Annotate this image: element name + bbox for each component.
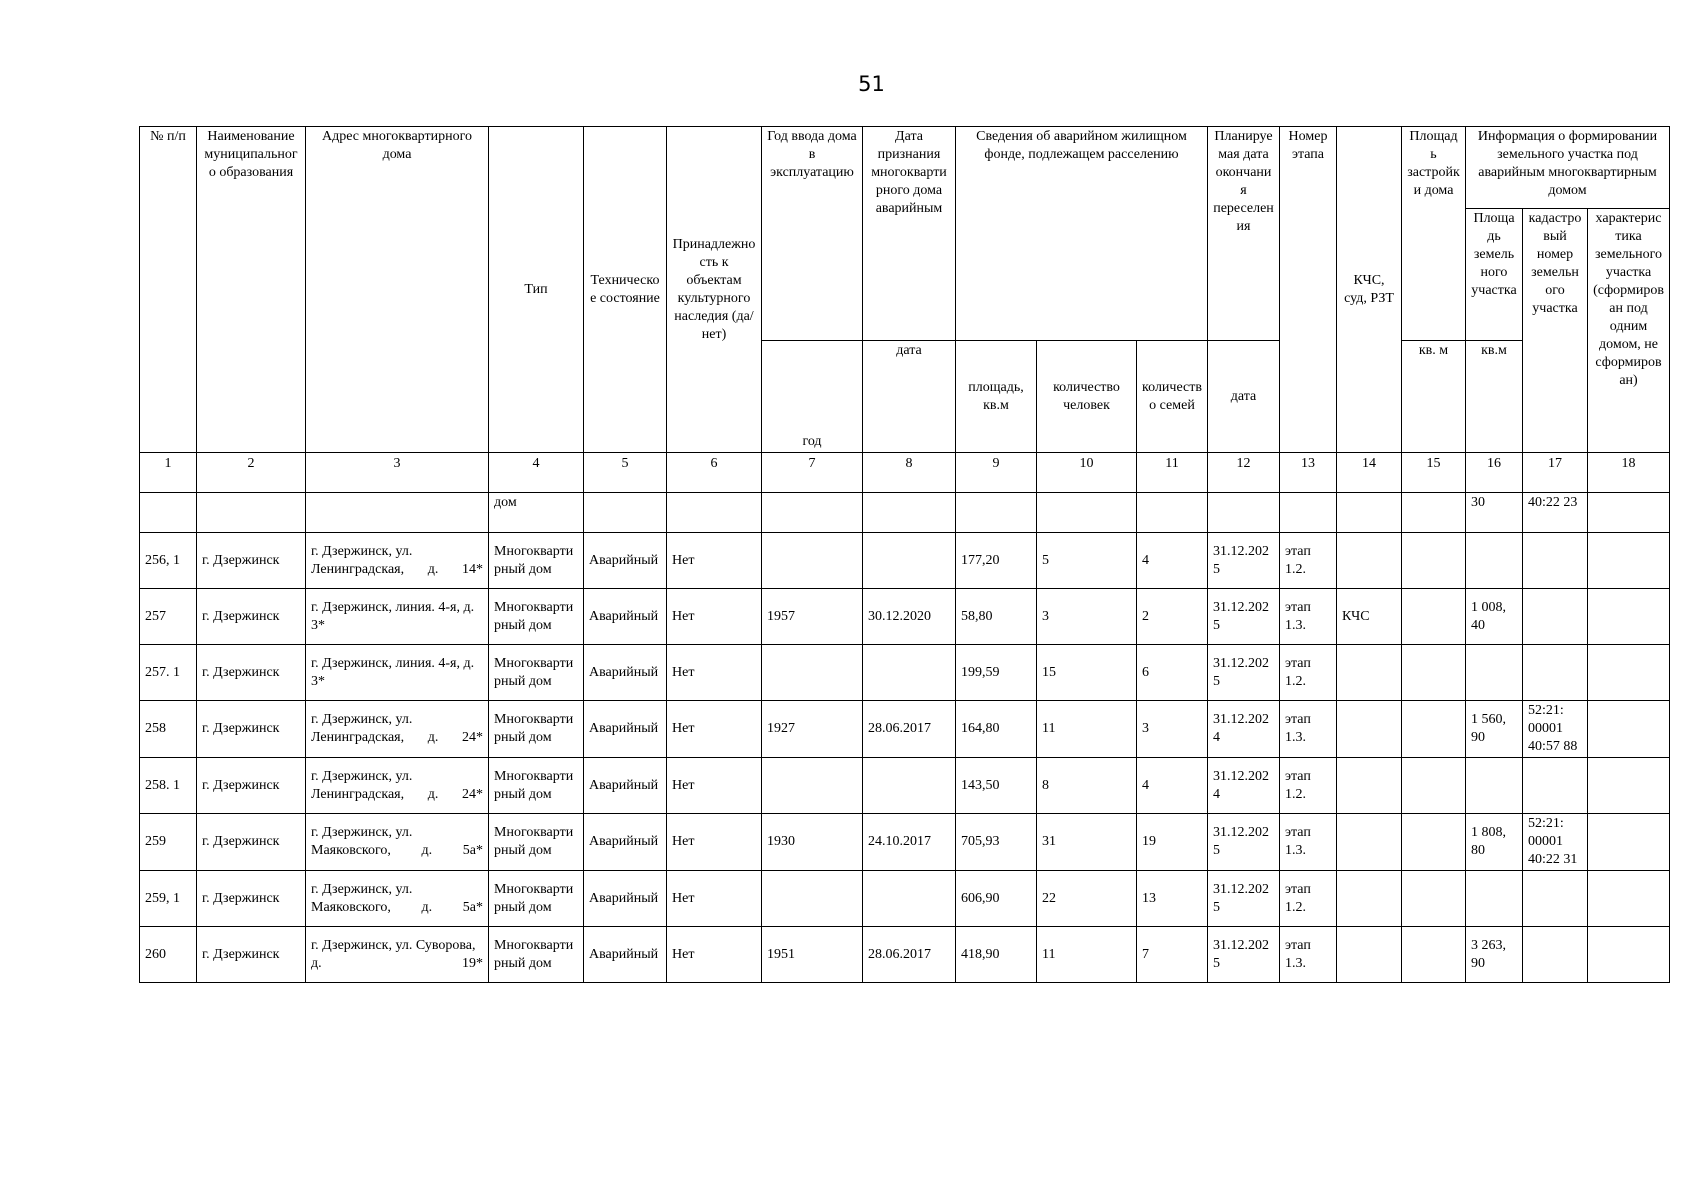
cell-heritage: Нет: [667, 533, 762, 589]
table-body: [140, 493, 1670, 983]
continuation-row: [140, 493, 1670, 533]
table-header: [140, 127, 1670, 493]
cell-technical-state: Аварийный: [584, 927, 667, 983]
cell-technical-state: Аварийный: [584, 814, 667, 871]
cell-building-area: [1402, 927, 1466, 983]
cell-commission-year: [762, 645, 863, 701]
cell-building-area: [1402, 701, 1466, 758]
cell-cadastre: [1523, 645, 1588, 701]
cell-cadastre: [1523, 927, 1588, 983]
cell-building-area: [1402, 533, 1466, 589]
cell-land-characteristic: [1588, 589, 1670, 645]
emergency-housing-table: [139, 126, 1670, 983]
cell-stage: этап 1.2.: [1280, 871, 1337, 927]
cell-emergency-date: [863, 645, 956, 701]
cell-emergency-date: 30.12.2020: [863, 589, 956, 645]
column-number: 6: [667, 453, 762, 493]
cell-building-area: [1402, 758, 1466, 814]
cell-address: г. Дзержинск, ул. Ленинградская, д. 24*: [306, 758, 489, 814]
header-emergency-date: Дата признания многоквартирного дома аварийным: [863, 127, 956, 341]
cell-heritage: Нет: [667, 758, 762, 814]
column-number: 18: [1588, 453, 1670, 493]
cell-number: 257. 1: [140, 645, 197, 701]
cell-cadastre: [1523, 758, 1588, 814]
unit-sqm-building: кв. м: [1402, 341, 1466, 453]
cell-type: Многоквартирный дом: [489, 814, 584, 871]
cell-land-area: [1466, 871, 1523, 927]
cell-families: 3: [1137, 701, 1208, 758]
table-row: [140, 927, 1670, 983]
cell-planned-date: 31.12.2025: [1208, 871, 1280, 927]
table-row: [140, 645, 1670, 701]
cell-kchs: [1337, 645, 1402, 701]
cell-stage: этап 1.3.: [1280, 589, 1337, 645]
cell-heritage: Нет: [667, 645, 762, 701]
cell-municipality: г. Дзержинск: [197, 645, 306, 701]
unit-families: количество семей: [1137, 341, 1208, 453]
cell-type: Многоквартирный дом: [489, 645, 584, 701]
cell-number: 259, 1: [140, 871, 197, 927]
cell-people: 11: [1037, 701, 1137, 758]
cell-building-area: [1402, 871, 1466, 927]
cell-land-characteristic: [1588, 701, 1670, 758]
cell-commission-year: [762, 871, 863, 927]
cell-type: дом: [489, 493, 584, 533]
cell-land-characteristic: [1588, 871, 1670, 927]
unit-area: площадь, кв.м: [956, 341, 1037, 453]
unit-year: год: [762, 341, 863, 453]
cell-cadastre: 52:21: 00001 40:57 88: [1523, 701, 1588, 758]
cell-land-area: 30: [1466, 493, 1523, 533]
cell-address: г. Дзержинск, линия. 4-я, д. 3*: [306, 645, 489, 701]
header-stage-number: Номер этапа: [1280, 127, 1337, 453]
cell-commission-year: 1951: [762, 927, 863, 983]
column-number: 2: [197, 453, 306, 493]
cell-area: 606,90: [956, 871, 1037, 927]
cell-land-area: 1 560, 90: [1466, 701, 1523, 758]
cell-kchs: [1337, 758, 1402, 814]
cell-people: 15: [1037, 645, 1137, 701]
cell-technical-state: Аварийный: [584, 589, 667, 645]
cell-people: 5: [1037, 533, 1137, 589]
cell-families: 4: [1137, 533, 1208, 589]
header-land-characteristic: характеристика земельного участка (сформирован под одним домом, не сформирован): [1588, 209, 1670, 453]
page-number: 51: [858, 72, 885, 96]
cell-area: 418,90: [956, 927, 1037, 983]
cell-kchs: [1337, 814, 1402, 871]
table-row: [140, 758, 1670, 814]
unit-planned-date: дата: [1208, 341, 1280, 453]
cell-cadastre: [1523, 871, 1588, 927]
cell-kchs: [1337, 871, 1402, 927]
cell-land-area: [1466, 533, 1523, 589]
cell-municipality: г. Дзержинск: [197, 814, 306, 871]
cell-stage: этап 1.2.: [1280, 758, 1337, 814]
header-building-area: Площадь застройки дома: [1402, 127, 1466, 341]
cell-land-characteristic: [1588, 645, 1670, 701]
column-number: 16: [1466, 453, 1523, 493]
cell-kchs: [1337, 927, 1402, 983]
table-row: [140, 589, 1670, 645]
cell-address: г. Дзержинск, линия. 4-я, д. 3*: [306, 589, 489, 645]
cell-people: 8: [1037, 758, 1137, 814]
cell-stage: этап 1.3.: [1280, 814, 1337, 871]
column-number: 3: [306, 453, 489, 493]
cell-families: 6: [1137, 645, 1208, 701]
cell-land-characteristic: [1588, 758, 1670, 814]
cell-number: 259: [140, 814, 197, 871]
unit-sqm-land: кв.м: [1466, 341, 1523, 453]
header-number: № п/п: [140, 127, 197, 453]
cell-address: г. Дзержинск, ул. Ленинградская, д. 14*: [306, 533, 489, 589]
header-technical-state: Техническое состояние: [584, 127, 667, 453]
cell-type: Многоквартирный дом: [489, 871, 584, 927]
cell-type: Многоквартирный дом: [489, 758, 584, 814]
column-number: 12: [1208, 453, 1280, 493]
column-number: 11: [1137, 453, 1208, 493]
column-number: 9: [956, 453, 1037, 493]
cell-planned-date: 31.12.2025: [1208, 927, 1280, 983]
cell-commission-year: [762, 533, 863, 589]
cell-municipality: г. Дзержинск: [197, 701, 306, 758]
cell-families: 19: [1137, 814, 1208, 871]
unit-date: дата: [863, 341, 956, 453]
cell-land-area: 1 008, 40: [1466, 589, 1523, 645]
table-row: [140, 871, 1670, 927]
cell-number: 258: [140, 701, 197, 758]
cell-land-area: [1466, 758, 1523, 814]
cell-emergency-date: [863, 533, 956, 589]
header-land-area: Площадь земельного участка: [1466, 209, 1523, 341]
cell-planned-date: 31.12.2025: [1208, 645, 1280, 701]
column-numbers-row: [140, 453, 1670, 493]
cell-commission-year: [762, 758, 863, 814]
cell-technical-state: Аварийный: [584, 533, 667, 589]
column-number: 1: [140, 453, 197, 493]
cell-building-area: [1402, 814, 1466, 871]
cell-building-area: [1402, 589, 1466, 645]
cell-area: 177,20: [956, 533, 1037, 589]
cell-building-area: [1402, 645, 1466, 701]
cell-number: 260: [140, 927, 197, 983]
cell-emergency-date: [863, 758, 956, 814]
cell-type: Многоквартирный дом: [489, 701, 584, 758]
cell-area: 143,50: [956, 758, 1037, 814]
cell-address: г. Дзержинск, ул. Ленинградская, д. 24*: [306, 701, 489, 758]
cell-address: г. Дзержинск, ул. Маяковского, д. 5а*: [306, 871, 489, 927]
cell-commission-year: 1930: [762, 814, 863, 871]
cell-planned-date: 31.12.2024: [1208, 758, 1280, 814]
cell-address: г. Дзержинск, ул. Маяковского, д. 5а*: [306, 814, 489, 871]
cell-technical-state: Аварийный: [584, 701, 667, 758]
header-housing-info-group: Сведения об аварийном жилищном фонде, подлежащем расселению: [956, 127, 1208, 341]
cell-families: 4: [1137, 758, 1208, 814]
column-number: 7: [762, 453, 863, 493]
header-land-plot-group: Информация о формировании земельного участка под аварийным многоквартирным домом: [1466, 127, 1670, 209]
cell-number: 258. 1: [140, 758, 197, 814]
cell-type: Многоквартирный дом: [489, 533, 584, 589]
table-row: [140, 814, 1670, 871]
cell-area: 705,93: [956, 814, 1037, 871]
cell-emergency-date: [863, 871, 956, 927]
cell-technical-state: Аварийный: [584, 645, 667, 701]
column-number: 4: [489, 453, 584, 493]
cell-municipality: г. Дзержинск: [197, 758, 306, 814]
column-number: 10: [1037, 453, 1137, 493]
cell-stage: этап 1.3.: [1280, 701, 1337, 758]
cell-municipality: г. Дзержинск: [197, 533, 306, 589]
header-kchs: КЧС, суд, РЗТ: [1337, 127, 1402, 453]
header-commission-year: Год ввода дома в эксплуатацию: [762, 127, 863, 341]
cell-land-area: [1466, 645, 1523, 701]
cell-municipality: г. Дзержинск: [197, 589, 306, 645]
cell-number: 256, 1: [140, 533, 197, 589]
cell-cadastre: [1523, 589, 1588, 645]
cell-cadastre: [1523, 533, 1588, 589]
cell-land-characteristic: [1588, 533, 1670, 589]
header-municipality: Наименование муниципального образования: [197, 127, 306, 453]
cell-land-area: 1 808, 80: [1466, 814, 1523, 871]
cell-area: 164,80: [956, 701, 1037, 758]
cell-address: г. Дзержинск, ул. Суворова, д. 19*: [306, 927, 489, 983]
cell-heritage: Нет: [667, 589, 762, 645]
table-row: [140, 533, 1670, 589]
cell-stage: этап 1.2.: [1280, 645, 1337, 701]
column-number: 17: [1523, 453, 1588, 493]
cell-planned-date: 31.12.2025: [1208, 589, 1280, 645]
cell-families: 7: [1137, 927, 1208, 983]
cell-heritage: Нет: [667, 814, 762, 871]
header-heritage: Принадлежность к объектам культурного наследия (да/нет): [667, 127, 762, 453]
cell-land-area: 3 263, 90: [1466, 927, 1523, 983]
cell-commission-year: 1927: [762, 701, 863, 758]
header-address: Адрес многоквартирного дома: [306, 127, 489, 453]
cell-planned-date: 31.12.2025: [1208, 533, 1280, 589]
header-planned-date: Планируемая дата окончания переселения: [1208, 127, 1280, 341]
cell-municipality: г. Дзержинск: [197, 871, 306, 927]
cell-technical-state: Аварийный: [584, 758, 667, 814]
table-row: [140, 701, 1670, 758]
cell-kchs: [1337, 533, 1402, 589]
cell-emergency-date: 28.06.2017: [863, 701, 956, 758]
unit-people: количество человек: [1037, 341, 1137, 453]
cell-kchs: [1337, 701, 1402, 758]
cell-technical-state: Аварийный: [584, 871, 667, 927]
cell-people: 3: [1037, 589, 1137, 645]
cell-land-characteristic: [1588, 927, 1670, 983]
cell-stage: этап 1.2.: [1280, 533, 1337, 589]
cell-people: 11: [1037, 927, 1137, 983]
column-number: 14: [1337, 453, 1402, 493]
column-number: 13: [1280, 453, 1337, 493]
cell-cadastre: 52:21: 00001 40:22 31: [1523, 814, 1588, 871]
cell-families: 13: [1137, 871, 1208, 927]
cell-heritage: Нет: [667, 871, 762, 927]
cell-land-characteristic: [1588, 814, 1670, 871]
cell-emergency-date: 24.10.2017: [863, 814, 956, 871]
cell-heritage: Нет: [667, 701, 762, 758]
column-number: 5: [584, 453, 667, 493]
column-number: 15: [1402, 453, 1466, 493]
header-type: Тип: [489, 127, 584, 453]
column-number: 8: [863, 453, 956, 493]
cell-planned-date: 31.12.2024: [1208, 701, 1280, 758]
cell-people: 22: [1037, 871, 1137, 927]
cell-area: 199,59: [956, 645, 1037, 701]
header-cadastre: кадастровый номер земельного участка: [1523, 209, 1588, 453]
cell-commission-year: 1957: [762, 589, 863, 645]
cell-area: 58,80: [956, 589, 1037, 645]
cell-type: Многоквартирный дом: [489, 589, 584, 645]
cell-heritage: Нет: [667, 927, 762, 983]
cell-kchs: КЧС: [1337, 589, 1402, 645]
cell-cadastre: 40:22 23: [1523, 493, 1588, 533]
cell-type: Многоквартирный дом: [489, 927, 584, 983]
cell-people: 31: [1037, 814, 1137, 871]
cell-planned-date: 31.12.2025: [1208, 814, 1280, 871]
cell-stage: этап 1.3.: [1280, 927, 1337, 983]
cell-emergency-date: 28.06.2017: [863, 927, 956, 983]
cell-families: 2: [1137, 589, 1208, 645]
cell-number: 257: [140, 589, 197, 645]
cell-municipality: г. Дзержинск: [197, 927, 306, 983]
